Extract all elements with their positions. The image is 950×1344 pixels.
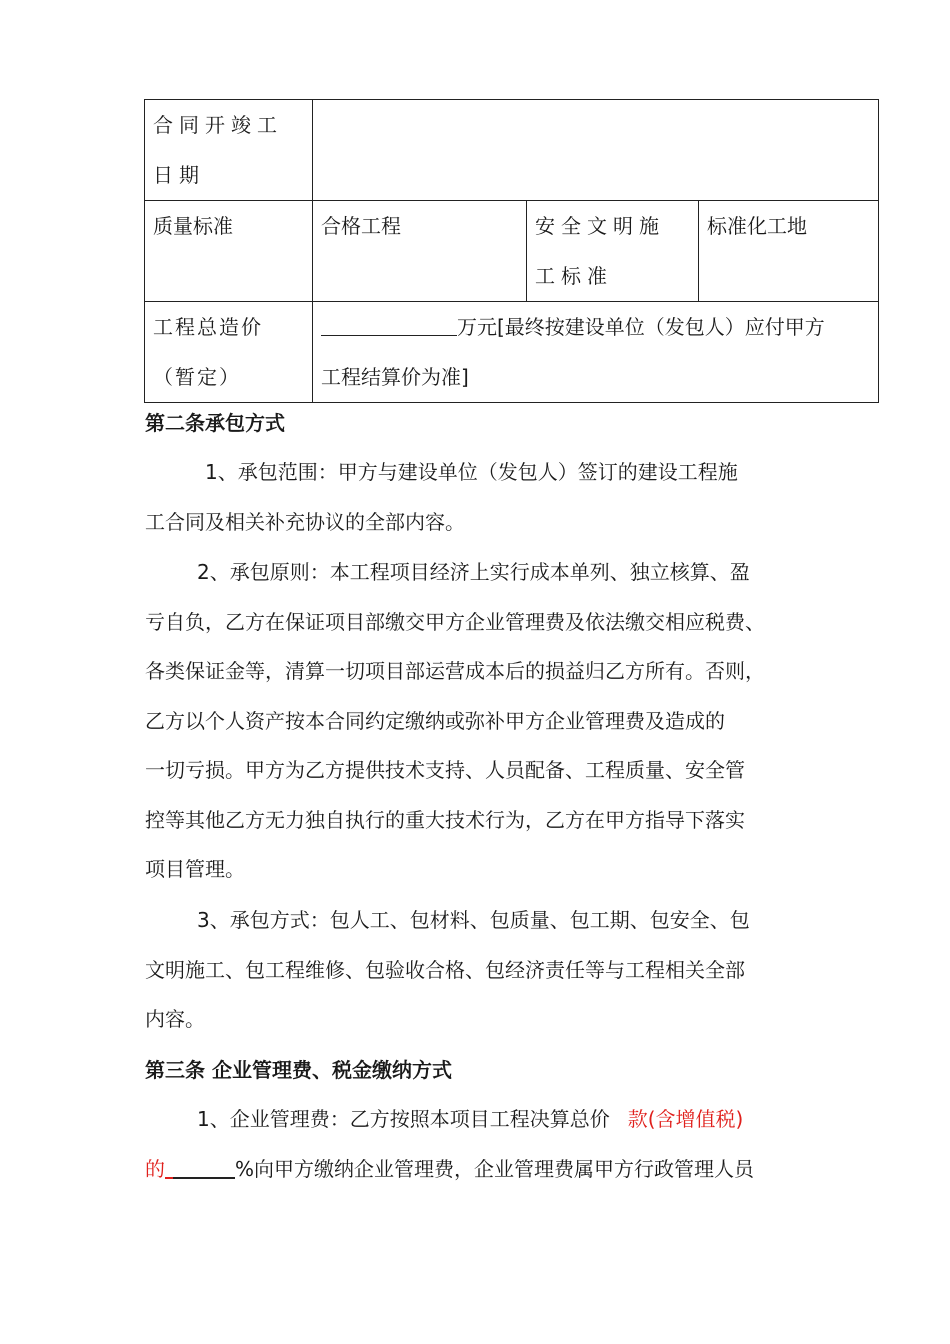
paragraph-line: 工合同及相关补充协议的全部内容。 <box>145 509 465 534</box>
start-end-date-label: 合同开竣工日期 <box>145 100 313 201</box>
paragraph-line: 1、承包范围：甲方与建设单位（发包人）签订的建设工程施 <box>205 460 738 484</box>
table-row <box>145 100 879 201</box>
start-end-date-value <box>313 100 879 201</box>
total-cost-label: 工程总造价（暂定） <box>145 302 313 403</box>
safety-standard-value: 标准化工地 <box>699 201 879 302</box>
contract-info-table <box>144 99 879 403</box>
section-2-paragraph-3 <box>145 896 835 1045</box>
management-fee-red-text: 款(含增值税) <box>627 1107 744 1131</box>
table-row <box>145 302 879 403</box>
quality-standard-label: 质量标准 <box>145 201 313 302</box>
paragraph-line: 项目管理。 <box>145 857 245 881</box>
management-fee-text: 1、企业管理费：乙方按照本项目工程决算总价 <box>197 1107 610 1131</box>
paragraph-line: 乙方以个人资产按本合同约定缴纳或弥补甲方企业管理费及造成的 <box>145 708 725 733</box>
section-3-heading: 第三条 企业管理费、税金缴纳方式 <box>145 1058 452 1082</box>
section-2-heading: 第二条承包方式 <box>145 411 285 435</box>
paragraph-line: 一切亏损。甲方为乙方提供技术支持、人员配备、工程质量、安全管 <box>145 758 745 782</box>
section-2-paragraph-2 <box>145 548 835 895</box>
paragraph-line: 控等其他乙方无力独自执行的重大技术行为，乙方在甲方指导下落实 <box>145 807 745 832</box>
safety-standard-label: 安全文明施工标准 <box>527 201 699 302</box>
management-fee-rest: %向甲方缴纳企业管理费，企业管理费属甲方行政管理人员 <box>235 1156 755 1181</box>
paragraph-line: 各类保证金等，清算一切项目部运营成本后的损益归乙方所有。否则， <box>145 659 765 683</box>
paragraph-line: 文明施工、包工程维修、包验收合格、包经济责任等与工程相关全部 <box>145 957 745 982</box>
quality-standard-value: 合格工程 <box>313 201 527 302</box>
management-fee-red-de: 的 <box>145 1156 165 1181</box>
percent-blank-line <box>173 1155 235 1179</box>
section-2-paragraph-1 <box>145 448 835 547</box>
paragraph-line: 3、承包方式：包人工、包材料、包质量、包工期、包安全、包 <box>197 908 750 932</box>
paragraph-line: 2、承包原则：本工程项目经济上实行成本单列、独立核算、盈 <box>197 560 750 584</box>
total-cost-value <box>313 302 879 403</box>
amount-blank-line <box>321 313 457 336</box>
section-3-paragraph-1 <box>145 1095 835 1194</box>
total-cost-suffix: 万元[最终按建设单位（发包人）应付甲方 <box>457 315 825 339</box>
paragraph-line: 内容。 <box>145 1007 205 1031</box>
paragraph-line: 亏自负，乙方在保证项目部缴交甲方企业管理费及依法缴交相应税费、 <box>145 609 765 634</box>
total-cost-note: 工程结算价为准] <box>321 365 469 389</box>
table-row <box>145 201 879 302</box>
